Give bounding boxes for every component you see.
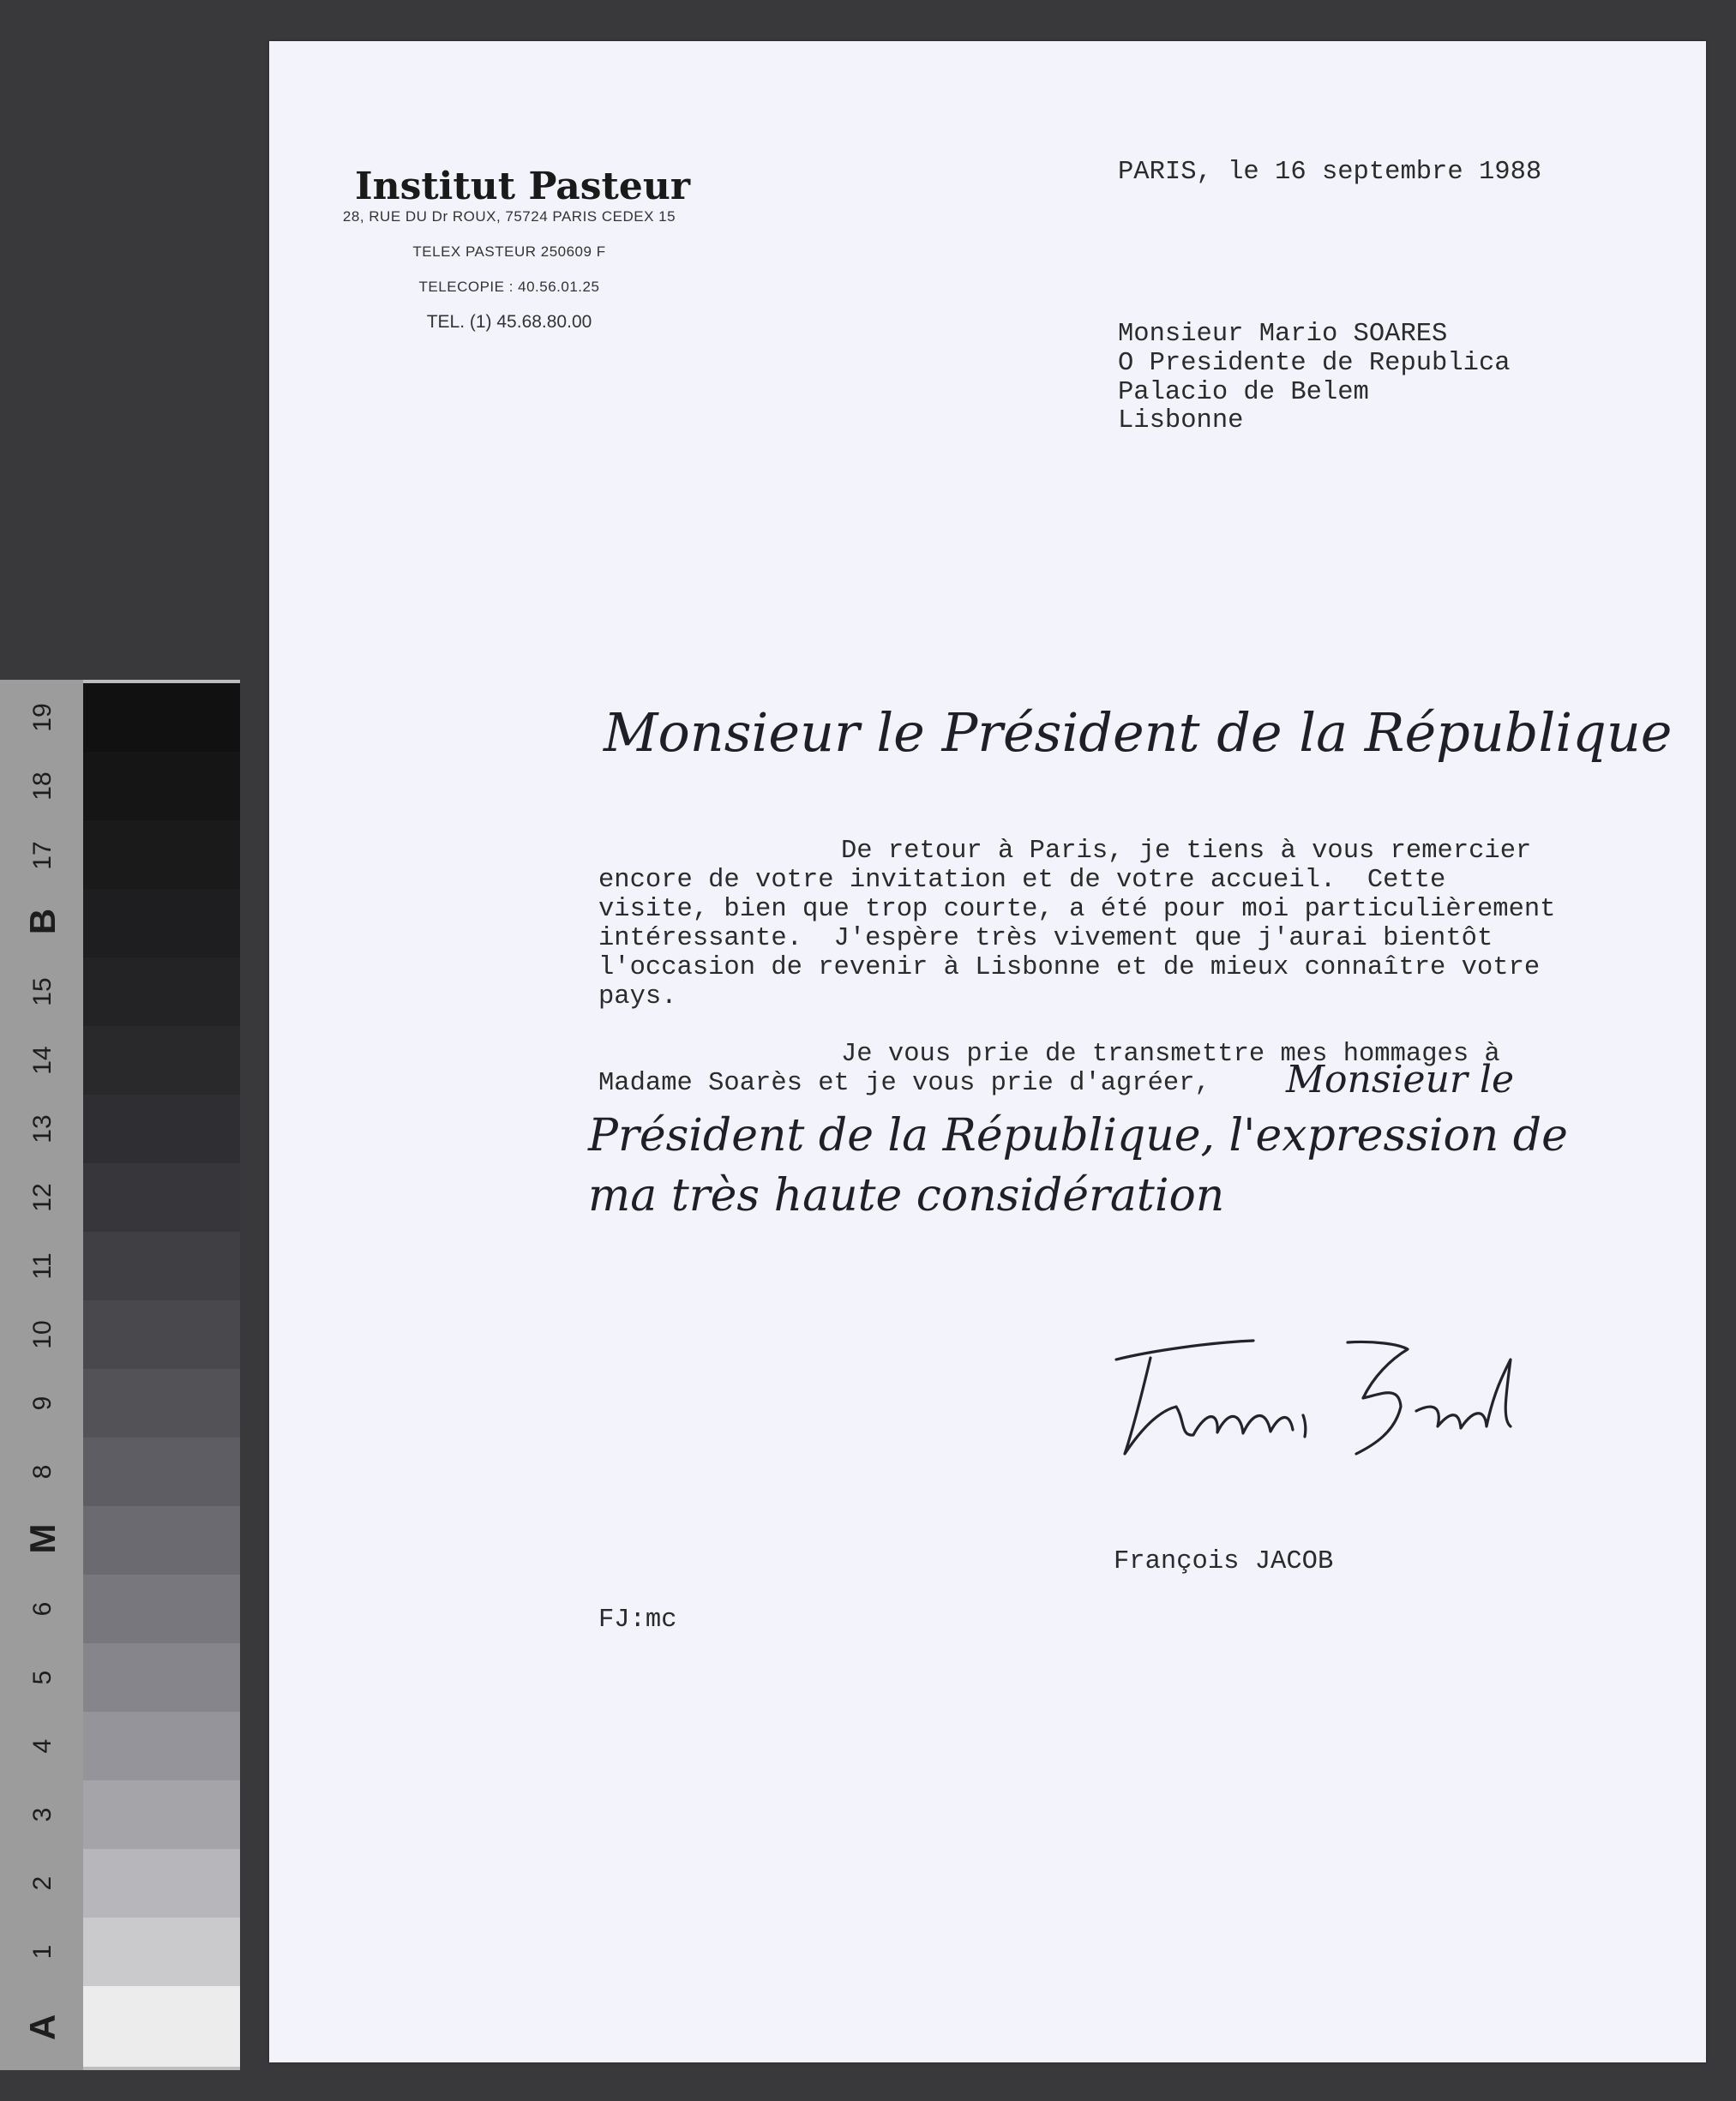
gray-patch [83, 1095, 240, 1163]
reference-initials: FJ:mc [598, 1606, 677, 1635]
ruler-label: A [22, 2014, 63, 2041]
ruler-label: M [22, 1523, 63, 1554]
handwritten-closing: Monsieur le [1286, 1058, 1515, 1102]
body-line: pays. [598, 982, 677, 1011]
gray-patch [83, 683, 240, 752]
letterhead-telex: TELEX PASTEUR 250609 F [412, 243, 606, 260]
ruler-label: 14 [28, 1046, 57, 1075]
date-line: PARIS, le 16 septembre 1988 [1118, 158, 1542, 187]
ruler-label: 15 [28, 977, 57, 1006]
gray-patch [83, 1026, 240, 1095]
handwritten-closing: ma très haute considération [588, 1170, 1225, 1222]
institution-name: Institut Pasteur [355, 165, 691, 208]
ruler-label: 19 [28, 703, 57, 732]
ruler-label: 5 [28, 1670, 57, 1685]
body-line: Je vous prie de transmettre mes hommages à [841, 1040, 1500, 1069]
ruler-label: 2 [28, 1876, 57, 1891]
body-line: visite, bien que trop courte, a été pour moi particulièrement [598, 895, 1556, 924]
gray-patch [83, 1780, 240, 1849]
ruler-label: 4 [28, 1738, 57, 1754]
gray-patch [83, 889, 240, 957]
ruler-label: 1 [28, 1944, 57, 1960]
body-line: Madame Soarès et je vous prie d'agréer, [598, 1069, 1210, 1098]
ruler-label: 18 [28, 771, 57, 801]
gray-patch [83, 752, 240, 820]
gray-patch [83, 1163, 240, 1232]
handwritten-salutation: Monsieur le Président de la République [604, 701, 1673, 764]
signature-strokes [1090, 1325, 1519, 1480]
recipient-line-3: Palacio de Belem [1118, 378, 1369, 407]
ruler-label: 3 [28, 1807, 57, 1822]
scale-ruler [0, 680, 83, 2070]
ruler-label: 11 [28, 1252, 57, 1280]
gray-patch [83, 1506, 240, 1575]
body-line: encore de votre invitation et de votre accueil. Cette [598, 866, 1446, 895]
gray-patch [83, 1369, 240, 1438]
body-line: intéressante. J'espère très vivement que j'aurai bientôt [598, 924, 1493, 953]
gray-patch [83, 1575, 240, 1643]
gray-patch [83, 1986, 240, 2067]
ruler-label: 13 [28, 1114, 57, 1144]
ruler-label: 8 [28, 1464, 57, 1480]
gray-patch [83, 1643, 240, 1712]
recipient-line-4: Lisbonne [1118, 406, 1244, 435]
gray-patch [83, 957, 240, 1026]
recipient-line-2: O Presidente de Republica [1118, 349, 1511, 378]
letterhead-address: 28, RUE DU Dr ROUX, 75724 PARIS CEDEX 15 [342, 208, 676, 225]
signature-name: François JACOB [1114, 1547, 1334, 1576]
body-line: De retour à Paris, je tiens à vous remercier [841, 837, 1532, 866]
letterhead-telephone: TEL. (1) 45.68.80.00 [426, 312, 592, 332]
gray-patch [83, 1918, 240, 1986]
gray-patch [83, 1849, 240, 1918]
letterhead-telecopie: TELECOPIE : 40.56.01.25 [418, 279, 600, 295]
gray-patch [83, 1300, 240, 1369]
recipient-line-1: Monsieur Mario SOARES [1118, 320, 1448, 349]
color-calibration-strip [0, 680, 240, 2070]
gray-patch [83, 1712, 240, 1780]
ruler-label: 9 [28, 1396, 57, 1411]
ruler-label: 6 [28, 1601, 57, 1617]
body-line: l'occasion de revenir à Lisbonne et de mieux connaître votre [598, 953, 1541, 982]
ruler-label: 17 [28, 841, 57, 870]
gray-patch [83, 820, 240, 889]
ruler-label: 12 [28, 1183, 57, 1212]
letter-page [269, 41, 1706, 2062]
handwritten-signature [1058, 1310, 1090, 1356]
gray-patch [83, 1438, 240, 1506]
ruler-label: B [22, 908, 63, 935]
gray-patch [83, 1232, 240, 1300]
ruler-label: 10 [28, 1320, 57, 1349]
handwritten-closing: Président de la République, l'expression de [588, 1110, 1568, 1162]
